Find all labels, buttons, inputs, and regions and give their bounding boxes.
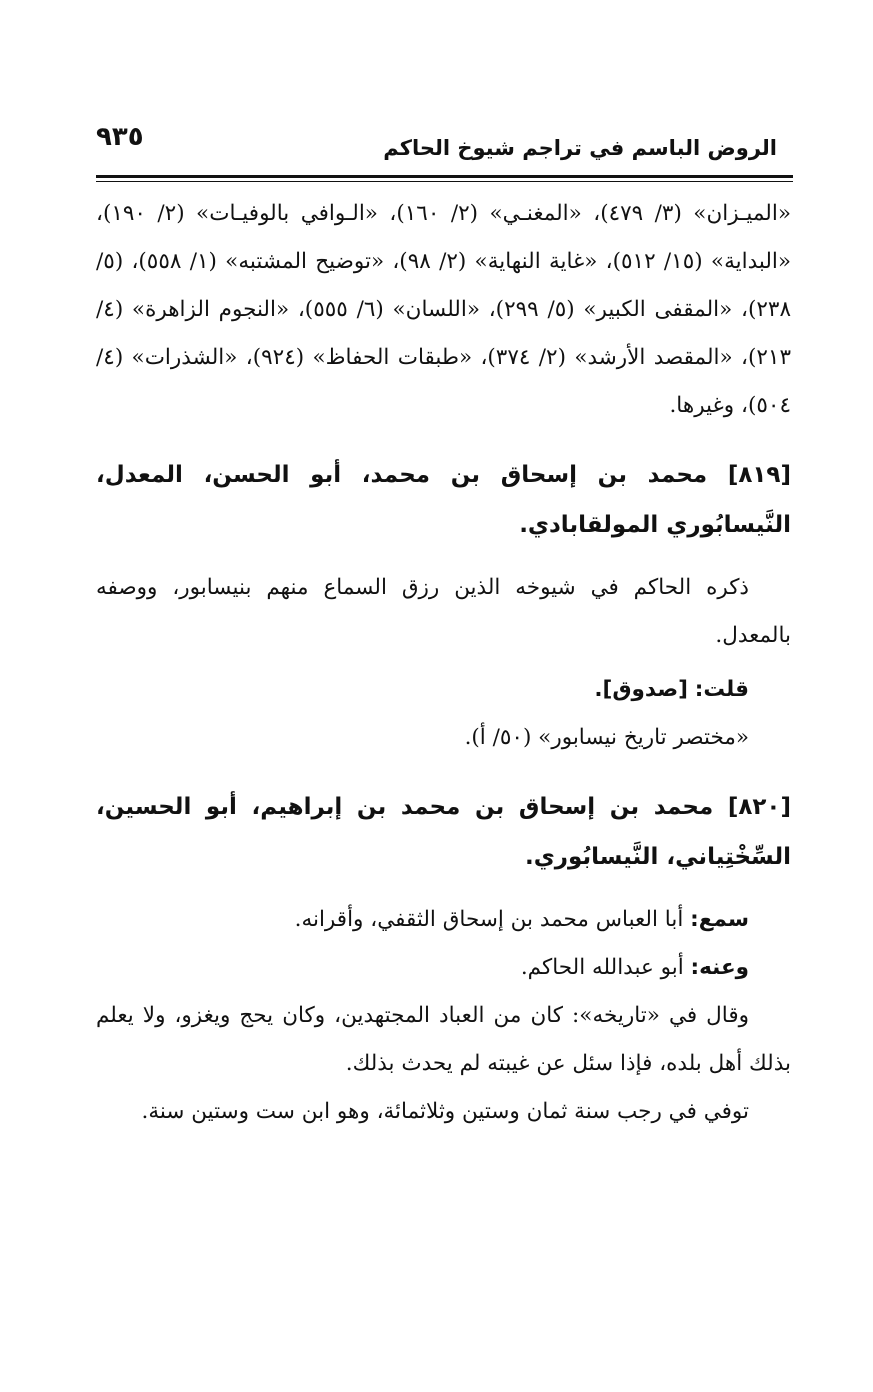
heard-value: أبا العباس محمد بن إسحاق الثقفي، وأقرانه. (294, 907, 684, 932)
header-rule-thick (96, 175, 793, 178)
from-value: أبو عبدالله الحاكم. (520, 955, 684, 980)
entry-819-verdict (96, 666, 791, 714)
page-header (96, 122, 777, 172)
from-label: وعنه: (690, 955, 749, 980)
entry-820-history: وقال في «تاريخه»: كان من العباد المجتهدين، وكان يحج ويغزو، ولا يعلم بذلك أهل بلده، فإذا سئل عن غيبته لم يحدث بذلك. (96, 1003, 791, 1076)
header-rule-thin (96, 181, 793, 182)
entry-819-heading: [٨١٩] محمد بن إسحاق بن محمد، أبو الحسن، المعدل، النَّيسابُوري المولقابادي. (96, 462, 791, 538)
page-number: ٩٣٥ (96, 122, 144, 152)
entry-820-heading: [٨٢٠] محمد بن إسحاق بن محمد بن إبراهيم، أبو الحسين، السِّخْتِياني، النَّيسابُوري. (96, 794, 791, 870)
entry-819-text: ذكره الحاكم في شيوخه الذين رزق السماع منهم بنيسابور، ووصفه بالمعدل. (96, 575, 791, 648)
heard-label: سمع: (690, 907, 749, 932)
entry-820-heard (96, 896, 791, 944)
verdict-value: [صدوق]. (594, 677, 688, 702)
entry-819-source: «مختصر تاريخ نيسابور» (٥٠/ أ). (464, 725, 749, 750)
page-body (96, 190, 791, 1136)
verdict-label: قلت: (694, 677, 749, 702)
entry-820-death: توفي في رجب سنة ثمان وستين وثلاثمائة، وهو ابن ست وستين سنة. (141, 1099, 749, 1124)
intro-references: «الميـزان» (٣/ ٤٧٩)، «المغنـي» (٢/ ١٦٠)، «الـوافي بالوفيـات» (٢/ ١٩٠)، «البداية» (١٥/ ٥١٢)، «غاية النهاية» (٢/ ٩٨)، «توضيح المشتبه» (١/ ٥٥٨)، (٥/ ٢٣٨)، «المقفى الكبير» (٥/ ٢٩٩)، «اللسان» (٦/ ٥٥٥)، «النجوم الزاهرة» (٤/ ٢١٣)، «المقصد الأرشد» (٢/ ٣٧٤)، «طبقات الحفاظ» (٩٢٤)، «الشذرات» (٤/ ٥٠٤)، وغيرها. (96, 201, 792, 418)
running-title: الروض الباسم في تراجم شيوخ الحاكم (383, 136, 777, 160)
entry-820-from (96, 944, 791, 992)
